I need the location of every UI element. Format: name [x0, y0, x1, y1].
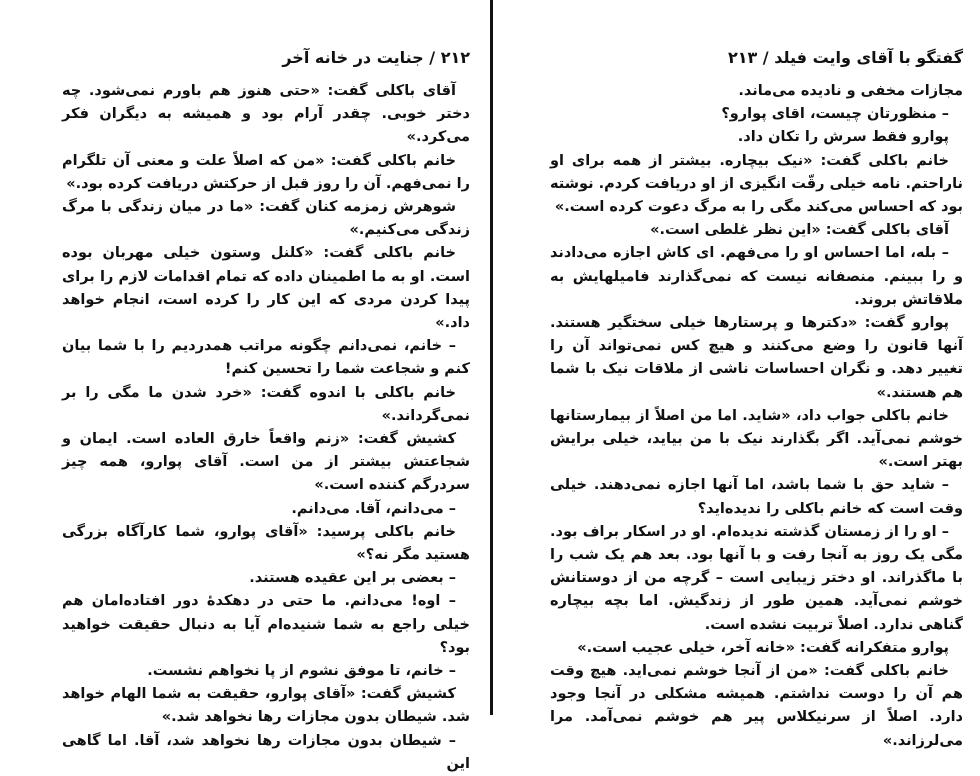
paragraph: خانم باکلی با اندوه گفت: «خرد شدن ما مگی را بر نمی‌گرداند.» [62, 384, 470, 424]
paragraph: کشیش گفت: «زنم واقعاً خارق العاده است. ایمان و شجاعتش بیشتر از من است. آقای پوارو، همه چیز سردرگم کننده است.» [62, 431, 470, 494]
right-page-body [550, 80, 963, 753]
paragraph: – می‌دانم، آقا. می‌دانم. [291, 500, 456, 517]
paragraph: پوارو متفکرانه گفت: «خانه آخر، خیلی عجیب است.» [577, 639, 949, 656]
paragraph: آقای باکلی گفت: «حتی هنوز هم باورم نمی‌شود. چه دختر خوبی. چقدر آرام بود و همیشه به دیگران فکر می‌کرد.» [62, 83, 470, 146]
paragraph: – بله، اما احساس او را می‌فهم. ای کاش اجازه می‌دادند و را ببینم. منصفانه نیست که نمی‌گذارند فامیلهایش به ملاقاتش بروند. [550, 245, 963, 308]
paragraph: خانم باکلی جواب داد، «شاید. اما من اصلاً از بیمارستانها خوشم نمی‌آید. اگر بگذارند نیک با من بیاید، خیلی برایش بهتر است.» [550, 407, 963, 471]
right-page [550, 0, 963, 749]
paragraph: – شاید حق با شما باشد، اما آنها اجازه نمی‌دهند. خیلی وقت است که خانم باکلی را ندیده‌اید؟ [550, 477, 963, 517]
paragraph: مجازات مخفی و نادیده می‌ماند. [738, 83, 963, 99]
paragraph: خانم باکلی گفت: «من از آنجا خوشم نمی‌اید. هیچ وقت هم آن را دوست نداشتم. همیشه مشکلی در آنجا وجود دارد. اصلاً از سرنیکلاس پیر هم خوشم نمی‌آمد. مرا می‌لرزاند.» [550, 663, 963, 749]
paragraph: شوهرش زمزمه کنان گفت: «ما در میان زندگی با مرگ زندگی می‌کنیم.» [62, 199, 470, 239]
paragraph: آقای باکلی گفت: «این نظر غلطی است.» [650, 222, 949, 239]
paragraph: – خانم، نمی‌دانم چگونه مراتب همدردیم را با شما بیان کنم و شجاعت شما را تحسین کنم! [62, 338, 470, 378]
left-page-header: ۲۱۲ / جنایت در خانه آخر [282, 48, 470, 67]
paragraph: خانم باکلی گفت: «من که اصلاً علت و معنی آن تلگرام را نمی‌فهم. آن را روز قبل از حرکتش دریافت کرده بود.» [62, 152, 470, 192]
right-page-header: گفتگو با آقای وایت فیلد / ۲۱۳ [727, 48, 963, 67]
paragraph: کشیش گفت: «آقای پوارو، حقیقت به شما الهام خواهد شد. شیطان بدون مجازات رها نخواهد شد.» [62, 686, 470, 726]
paragraph: پوارو فقط سرش را تکان داد. [737, 129, 949, 146]
paragraph: خانم باکلی گفت: «نیک بیچاره. بیشتر از همه برای او ناراحتم. نامه خیلی رقّت انگیزی از او دریافت کردم. نوشته بود که احساس می‌کند مگی را به مرگ دعوت کرده است.» [550, 152, 963, 216]
paragraph: – بعضی بر این عقیده هستند. [249, 570, 456, 587]
paragraph: خانم باکلی پرسید: «آقای پوارو، شما کارآگاه بزرگی هستید مگر نه؟» [62, 523, 470, 564]
paragraph: خانم باکلی گفت: «کلنل وستون خیلی مهربان بوده است. او به ما اطمینان داده که تمام اقدامات لازم را برای پیدا کردن مردی که این کار را کرده است، انجام خواهد داد.» [62, 245, 470, 332]
paragraph: – او را از زمستان گذشته ندیده‌ام. او در اسکار براف بود. مگی یک روز به آنجا رفت و با آنها بود. بعد هم یک شب را با ماگذراند. او دختر زیبایی است – گرچه من از دوستانش خوشم نمی‌آید. همین طور از زندگیش. اما بچه بیچاره گناهی ندارد. اصلاً تربیت نشده است. [550, 523, 963, 633]
paragraph: – منظورتان چیست، اقای پوارو؟ [721, 106, 949, 123]
paragraph: پوارو گفت: «دکترها و پرستارها خیلی سختگیر هستند. آنها قانون را وضع می‌کنند و هیچ کس نمی‌تواند آن را تغییر دهد. و نگران احساسات ناشی از ملاقات نیک با شما هم هستند.» [550, 315, 963, 401]
paragraph: – خانم، تا موفق نشوم از پا نخواهم نشست. [147, 663, 456, 680]
paragraph: – اوه! می‌دانم. ما حتی در دهکدهٔ دور افتاده‌امان هم خیلی راجع به شما شنیده‌ام آیا به دنبال حقیقت خواهید بود؟ [62, 593, 470, 656]
paragraph: – شیطان بدون مجازات رها نخواهد شد، آقا. اما گاهی این [62, 732, 470, 772]
page-gutter-line [490, 0, 493, 715]
left-page-body [62, 80, 470, 776]
left-page [62, 0, 470, 772]
